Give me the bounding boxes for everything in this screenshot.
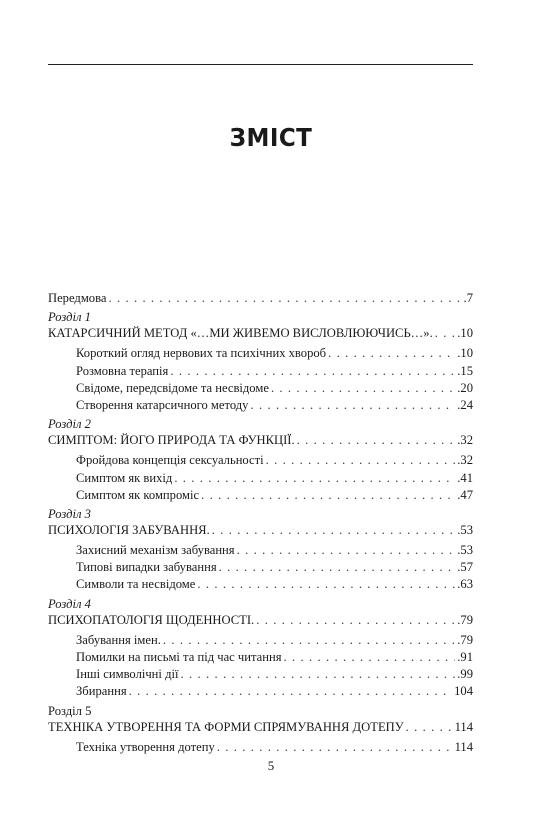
part-label: Розділ 2	[48, 417, 91, 432]
entry-page: .57	[457, 560, 473, 575]
dot-leader	[197, 576, 455, 593]
toc-chapter-title	[48, 719, 473, 736]
entry-title: Передмова	[48, 291, 107, 305]
toc-section	[48, 542, 473, 559]
entry-page: .79	[457, 612, 473, 627]
toc-section	[48, 683, 473, 700]
dot-leader	[250, 397, 455, 414]
toc-section	[48, 576, 473, 593]
toc-chapter-title	[48, 522, 473, 539]
part-label: Розділ 1	[48, 310, 91, 325]
part-label: Розділ 3	[48, 506, 91, 521]
toc-section	[48, 470, 473, 487]
entry-title: Помилки на письмі та під час читання	[76, 650, 282, 664]
entry-page: .7	[463, 291, 473, 305]
dot-leader	[435, 325, 456, 342]
dot-leader	[271, 380, 455, 397]
entry-title: ПСИХОЛОГІЯ ЗАБУВАННЯ.	[48, 522, 210, 537]
dot-leader	[129, 683, 452, 700]
entry-page: .10	[457, 326, 473, 341]
entry-title: ТЕХНІКА УТВОРЕННЯ ТА ФОРМИ СПРЯМУВАННЯ ДОТЕПУ	[48, 719, 404, 734]
entry-page: 114	[454, 719, 473, 734]
dot-leader	[180, 666, 455, 683]
entry-title: Техніка утворення дотепу	[76, 739, 215, 754]
toc-section	[48, 452, 473, 469]
entry-title: Символи та несвідоме	[76, 577, 196, 592]
entry-title: Фройдова концепція сексуальності	[76, 453, 264, 468]
entry-title: Типові випадки забування	[76, 560, 217, 575]
entry-page: .32	[457, 433, 473, 448]
toc-section	[48, 397, 473, 414]
toc-chapter-title	[48, 432, 473, 449]
entry-page: .10	[457, 346, 473, 361]
dot-leader	[217, 739, 453, 756]
dot-leader	[108, 290, 461, 307]
entry-page: .53	[457, 522, 473, 537]
toc-section	[48, 487, 473, 504]
dot-leader	[201, 487, 455, 504]
entry-page: .24	[457, 397, 473, 412]
toc-chapter-title	[48, 612, 473, 629]
toc-section	[48, 559, 473, 576]
dot-leader	[406, 719, 453, 736]
entry-title: Інші символічні дії	[76, 667, 179, 682]
entry-title: СИМПТОМ: ЙОГО ПРИРОДА ТА ФУНКЦІЇ.	[48, 433, 295, 448]
page-title: ЗМІСТ	[229, 123, 313, 152]
entry-title: Розмовна терапія	[76, 363, 169, 378]
entry-title: Свідоме, передсвідоме та несвідоме	[76, 380, 269, 395]
entry-title: Симптом як вихід	[76, 470, 173, 485]
toc-section	[48, 363, 473, 380]
entry-page: .63	[457, 577, 473, 592]
dot-leader	[266, 452, 456, 469]
page-number: 5	[267, 758, 275, 773]
dot-leader	[328, 345, 455, 362]
header-rule	[48, 64, 473, 65]
toc-section	[48, 632, 473, 649]
entry-title: Короткий огляд нервових та психічних хвороб	[76, 346, 327, 361]
entry-page: .91	[457, 650, 473, 664]
entry-title: ПСИХОПАТОЛОГІЯ ЩОДЕННОСТІ.	[48, 612, 255, 627]
entry-page: 104	[454, 684, 473, 699]
toc-entry-preface	[48, 290, 473, 307]
entry-page: .47	[457, 487, 473, 502]
entry-title: Створення катарсичного методу	[76, 397, 249, 412]
dot-leader	[212, 522, 456, 539]
entry-title: Збирання	[76, 684, 127, 699]
part-label: Розділ 4	[48, 596, 91, 611]
dot-leader	[297, 432, 456, 449]
part-label: Розділ 5	[48, 703, 92, 718]
entry-title: Симптом як компроміс	[76, 487, 200, 502]
toc-section	[48, 649, 473, 666]
entry-page: 114	[454, 739, 473, 754]
dot-leader	[219, 559, 456, 576]
toc-section	[48, 380, 473, 397]
entry-title: Захисний механізм забування	[76, 543, 235, 558]
entry-page: .41	[457, 470, 473, 485]
dot-leader	[284, 649, 456, 666]
entry-page: .20	[457, 380, 473, 395]
toc-section	[48, 666, 473, 683]
entry-page: .15	[457, 363, 473, 378]
dot-leader	[170, 363, 455, 380]
toc-section	[48, 345, 473, 362]
table-of-contents	[48, 290, 473, 756]
entry-page: .53	[457, 543, 473, 558]
entry-title: КАТАРСИЧНИЙ МЕТОД «…МИ ЖИВЕМО ВИСЛОВЛЮЮЧИСЬ…».	[48, 326, 433, 341]
entry-title: Забування імен.	[76, 632, 161, 647]
entry-page: .32	[457, 453, 473, 468]
entry-page: .79	[457, 632, 473, 647]
dot-leader	[237, 542, 456, 559]
dot-leader	[256, 612, 455, 629]
toc-chapter-title	[48, 325, 473, 342]
toc-section	[48, 739, 473, 756]
dot-leader	[174, 470, 455, 487]
entry-page: .99	[457, 667, 473, 682]
dot-leader	[163, 632, 455, 649]
